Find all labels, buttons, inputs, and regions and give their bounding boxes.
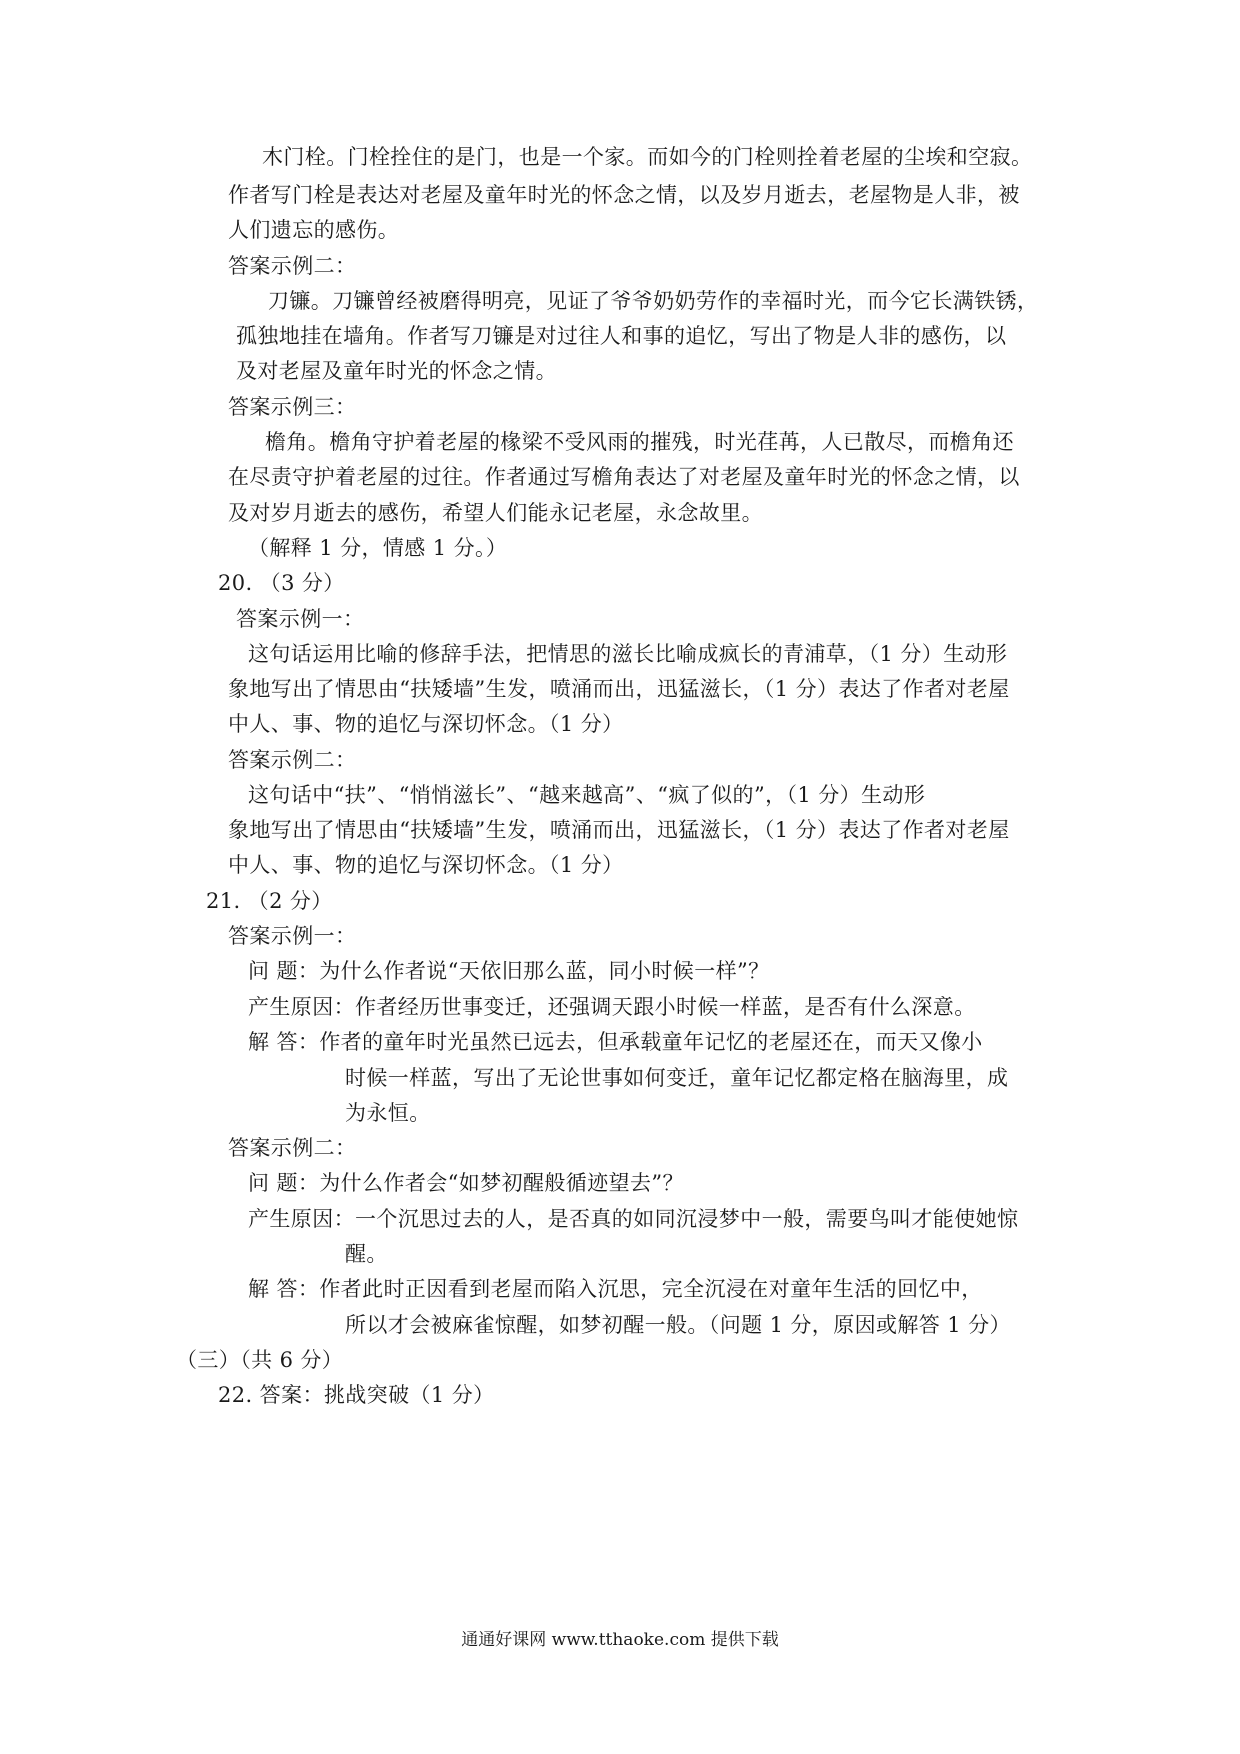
q19-ex3-line-1: 檐角。檐角守护着老屋的椽梁不受风雨的摧残，时光荏苒，人已散尽，而檐角还: [265, 430, 1014, 454]
q20-ex2-line-2: 象地写出了情思由“扶矮墙”生发，喷涌而出，迅猛滋长，（1 分）表达了作者对老屋: [228, 818, 1010, 842]
page-footer: 通通好课网 www.tthaoke.com 提供下载: [461, 1630, 779, 1650]
q21-ex2-reason-line-1: 产生原因：一个沉思过去的人，是否真的如同沉浸梦中一般，需要鸟叫才能使她惊: [248, 1207, 1019, 1231]
q20-heading: 20. （3 分）: [218, 571, 345, 595]
q19-scoring-note: （解释 1 分，情感 1 分。）: [248, 536, 508, 560]
q19-ex3-label: 答案示例三：: [228, 395, 357, 419]
q21-heading: 21. （2 分）: [206, 889, 333, 913]
q20-ex1-line-1: 这句话运用比喻的修辞手法，把情思的滋长比喻成疯长的青浦草，（1 分）生动形: [248, 642, 1008, 666]
q21-ex2-answer-line-2: 所以才会被麻雀惊醒，如梦初醒一般。（问题 1 分，原因或解答 1 分）: [345, 1313, 1011, 1337]
q19-ex2-line-3: 及对老屋及童年时光的怀念之情。: [236, 359, 557, 383]
q19-ex3-line-2: 在尽责守护着老屋的过往。作者通过写檐角表达了对老屋及童年时光的怀念之情，以: [228, 465, 1020, 489]
q20-ex1-line-3: 中人、事、物的追忆与深切怀念。（1 分）: [228, 712, 624, 736]
q19-ex1-line-2: 作者写门栓是表达对老屋及童年时光的怀念之情，以及岁月逝去，老屋物是人非，被: [228, 183, 1020, 207]
q20-ex2-line-3: 中人、事、物的追忆与深切怀念。（1 分）: [228, 853, 624, 877]
q21-ex1-answer-line-2: 时候一样蓝，写出了无论世事如何变迁，童年记忆都定格在脑海里，成: [345, 1066, 1009, 1090]
q21-ex2-answer-line-1: 解 答：作者此时正因看到老屋而陷入沉思，完全沉浸在对童年生活的回忆中，: [248, 1277, 983, 1301]
section-3-heading: （三）（共 6 分）: [176, 1348, 344, 1372]
q19-ex1-line-3: 人们遗忘的感伤。: [228, 218, 400, 242]
q21-ex1-label: 答案示例一：: [228, 924, 357, 948]
q20-ex1-line-2: 象地写出了情思由“扶矮墙”生发，喷涌而出，迅猛滋长，（1 分）表达了作者对老屋: [228, 677, 1010, 701]
q21-ex1-answer-line-3: 为永恒。: [345, 1101, 431, 1125]
q21-ex1-reason: 产生原因：作者经历世事变迁，还强调天跟小时候一样蓝，是否有什么深意。: [248, 995, 976, 1019]
q21-ex2-label: 答案示例二：: [228, 1136, 357, 1160]
q19-ex1-line-1: 木门栓。门栓拴住的是门，也是一个家。而如今的门栓则拴着老屋的尘埃和空寂。: [262, 145, 1033, 169]
q19-ex2-line-2: 孤独地挂在墙角。作者写刀镰是对过往人和事的追忆，写出了物是人非的感伤，以: [236, 324, 1007, 348]
q22-answer: 22. 答案：挑战突破（1 分）: [218, 1383, 495, 1407]
q19-ex2-line-1: 刀镰。刀镰曾经被磨得明亮，见证了爷爷奶奶劳作的幸福时光，而今它长满铁锈，: [268, 289, 1039, 313]
q21-ex1-answer-line-1: 解 答：作者的童年时光虽然已远去，但承载童年记忆的老屋还在，而天又像小: [248, 1030, 983, 1054]
q19-ex3-line-3: 及对岁月逝去的感伤，希望人们能永记老屋，永念故里。: [228, 501, 763, 525]
q21-ex1-question: 问 题：为什么作者说“天依旧那么蓝，同小时候一样”？: [248, 959, 770, 983]
q20-ex1-label: 答案示例一：: [236, 607, 365, 631]
q20-ex2-label: 答案示例二：: [228, 748, 357, 772]
q19-ex2-label: 答案示例二：: [228, 254, 357, 278]
q21-ex2-reason-line-2: 醒。: [345, 1242, 388, 1266]
q20-ex2-line-1: 这句话中“扶”、“悄悄滋长”、“越来越高”、“疯了似的”，（1 分）生动形: [248, 783, 926, 807]
q21-ex2-question: 问 题：为什么作者会“如梦初醒般循迹望去”？: [248, 1171, 684, 1195]
